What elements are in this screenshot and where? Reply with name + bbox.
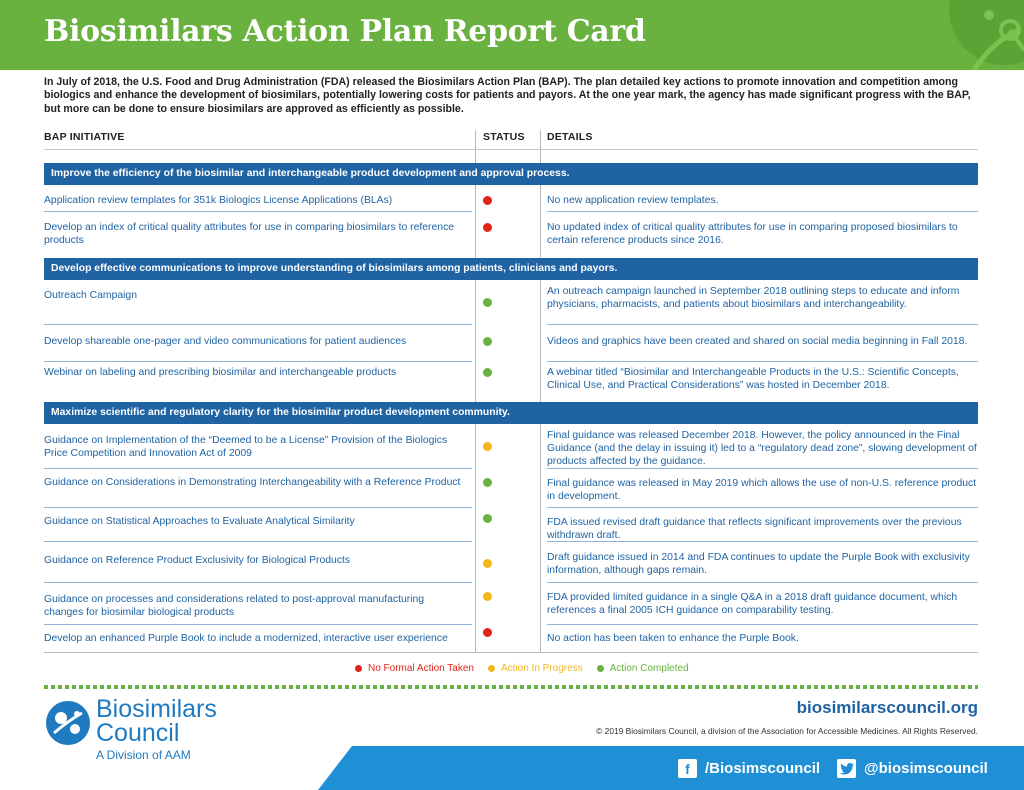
page-title: Biosimilars Action Plan Report Card (44, 14, 646, 49)
details-text: No action has been taken to enhance the Purple Book. (547, 633, 799, 644)
status-dot-yellow (483, 592, 492, 601)
details-text: Final guidance was released in May 2019 which allows the use of non-U.S. reference product in development. (547, 478, 977, 502)
status-dot-green (483, 478, 492, 487)
legend-item-yellow (488, 663, 583, 674)
legend-label: No Formal Action Taken (368, 663, 474, 674)
red-dot-icon (355, 665, 362, 672)
row-divider (547, 541, 978, 542)
row-divider (44, 361, 472, 362)
status-dot-yellow (483, 442, 492, 451)
status-dot-green (483, 368, 492, 377)
legend-item-green (597, 663, 689, 674)
header-banner (0, 0, 1024, 70)
details-text: FDA provided limited guidance in a single Q&A in a 2018 draft guidance document, which references a final 2005 ICH guidance on comparability testing. (547, 592, 958, 616)
dashed-divider (44, 685, 978, 689)
details-text: No updated index of critical quality attributes for use in comparing proposed biosimilars to certain reference products since 2016. (547, 222, 958, 246)
legend-label: Action Completed (609, 663, 689, 674)
green-dot-icon (597, 665, 604, 672)
status-dot-green (483, 337, 492, 346)
logo-icon (44, 699, 92, 747)
logo-subtitle: A Division of AAM (96, 748, 191, 762)
details-text: An outreach campaign launched in September 2018 outlining steps to educate and inform physicians, pharmacists, and patients about biosimilars and interchangeability. (547, 286, 960, 310)
facebook-icon: f (678, 759, 697, 778)
details-text: FDA issued revised draft guidance that reflects significant improvements over the previous withdrawn draft. (547, 517, 962, 541)
initiative-text: Guidance on Implementation of the “Deemed to be a License” Provision of the Biologics Price Competition and Innovation Act of 2009 (44, 435, 448, 459)
details-text: Videos and graphics have been created and shared on social media beginning in Fall 2018. (547, 336, 968, 347)
table-bottom-divider (44, 652, 978, 653)
initiative-text: Develop an enhanced Purple Book to include a modernized, interactive user experience (44, 633, 448, 644)
row-divider (547, 582, 978, 583)
status-dot-yellow (483, 559, 492, 568)
details-text: A webinar titled “Biosimilar and Interchangeable Products in the U.S.: Scientific Concepts, Clinical Use, and Practical Considerations” was hosted in December 2018. (547, 367, 959, 391)
website-link[interactable]: biosimilarscouncil.org (796, 698, 978, 717)
biosimilars-council-logo (44, 695, 217, 762)
section-header: Develop effective communications to improve understanding of biosimilars among patients, clinicians and payors. (44, 258, 978, 280)
column-header-status: STATUS (483, 131, 525, 143)
twitter-icon (837, 759, 856, 778)
row-divider (44, 582, 472, 583)
twitter-link[interactable] (837, 759, 988, 778)
copyright-text: © 2019 Biosimilars Council, a division of the Association for Accessible Medicines. All Rights Reserved. (596, 726, 978, 736)
column-header-details: DETAILS (547, 131, 593, 143)
facebook-link[interactable] (678, 759, 820, 778)
initiative-text: Develop shareable one-pager and video communications for patient audiences (44, 336, 407, 347)
status-legend (355, 663, 689, 674)
status-dot-red (483, 196, 492, 205)
row-divider (547, 624, 978, 625)
row-divider (44, 211, 472, 212)
yellow-dot-icon (488, 665, 495, 672)
molecule-decoration-icon (884, 0, 1024, 70)
initiative-text: Outreach Campaign (44, 290, 137, 301)
details-text: Final guidance was released December 2018. However, the policy announced in the Final Guidance (and the delay in issuing it) led to a “regulatory dead zone”, slowing development of products affected by the guidance. (547, 430, 977, 467)
details-text: Draft guidance issued in 2014 and FDA continues to update the Purple Book with exclusivity information, although gaps remain. (547, 552, 970, 576)
status-dot-green (483, 514, 492, 523)
row-divider (547, 324, 978, 325)
row-divider (44, 468, 472, 469)
intro-paragraph: In July of 2018, the U.S. Food and Drug Administration (FDA) released the Biosimilars Action Plan (BAP). The plan detailed key actions to promote innovation and competition among biologics and enhance the development of biosimilars, potentially lowering costs for patients and payors. At the one year mark, the agency has made significant progress with the BAP, but more can be done to ensure biosimilars are approved as efficiently as possible. (44, 76, 971, 115)
initiative-text: Guidance on Statistical Approaches to Evaluate Analytical Similarity (44, 516, 355, 527)
row-divider (547, 211, 978, 212)
row-divider (547, 468, 978, 469)
status-dot-red (483, 628, 492, 637)
legend-label: Action In Progress (500, 663, 583, 674)
initiative-text: Application review templates for 351k Biologics License Applications (BLAs) (44, 195, 393, 206)
logo-text: Biosimilars (96, 695, 217, 723)
status-dot-red (483, 223, 492, 232)
initiative-text: Develop an index of critical quality attributes for use in comparing biosimilars to reference products (44, 222, 455, 246)
facebook-handle: /Biosimscouncil (705, 760, 821, 777)
row-divider (44, 324, 472, 325)
row-divider (44, 624, 472, 625)
section-header: Improve the efficiency of the biosimilar and interchangeable product development and approval process. (44, 163, 978, 185)
header-divider (44, 149, 978, 150)
initiative-text: Guidance on Reference Product Exclusivity for Biological Products (44, 555, 351, 566)
status-dot-green (483, 298, 492, 307)
row-divider (44, 541, 472, 542)
logo-text: Council (96, 719, 180, 747)
column-divider (540, 130, 541, 652)
section-header: Maximize scientific and regulatory clarity for the biosimilar product development community. (44, 402, 978, 424)
initiative-text: Guidance on processes and considerations related to post-approval manufacturing changes for biosimilar biological products (44, 594, 425, 618)
row-divider (44, 507, 472, 508)
column-divider (475, 130, 476, 652)
column-header-initiative: BAP INITIATIVE (44, 131, 125, 143)
row-divider (547, 507, 978, 508)
twitter-handle: @biosimscouncil (864, 760, 988, 777)
details-text: No new application review templates. (547, 195, 719, 206)
initiative-text: Webinar on labeling and prescribing biosimilar and interchangeable products (44, 367, 397, 378)
legend-item-red (355, 663, 474, 674)
row-divider (547, 361, 978, 362)
initiative-text: Guidance on Considerations in Demonstrating Interchangeability with a Reference Product (44, 477, 461, 488)
